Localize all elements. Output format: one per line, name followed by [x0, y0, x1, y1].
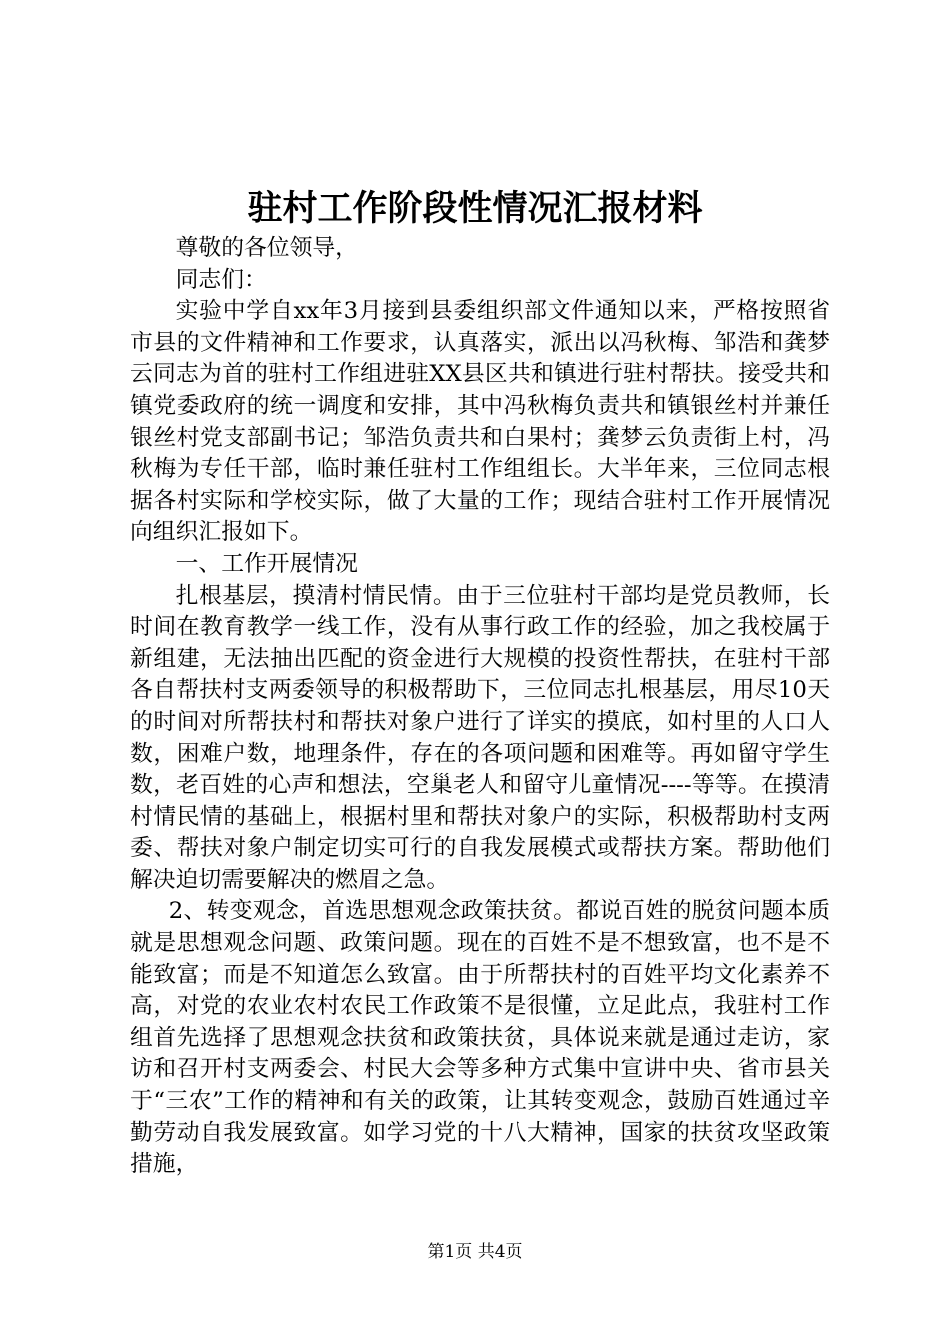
section-heading: 一、工作开展情况	[175, 550, 358, 577]
salutation-comrades: 同志们：	[175, 266, 267, 293]
intro-paragraph: 实验中学自xx年3月接到县委组织部文件通知以来，严格按照省市县的文件精神和工作要求，认真落实，派出以冯秋梅、邹浩和龚梦云同志为首的驻村工作组进驻XX县区共和镇进行驻村帮扶。接受共和镇党委政府的统一调度和安排，其中冯秋梅负责共和镇银丝村并兼任银丝村党支部副书记；邹浩负责共和白果村；龚梦云负责街上村，冯秋梅为专任干部，临时兼任驻村工作组组长。大半年来，三位同志根据各村实际和学校实际，做了大量的工作；现结合驻村工作开展情况向组织汇报如下。	[130, 298, 830, 546]
salutation: 尊敬的各位领导，	[175, 235, 358, 261]
page-footer: 第1页 共4页	[427, 1242, 523, 1262]
body-paragraph-2: 2、转变观念，首选思想观念政策扶贫。都说百姓的脱贫问题本质就是思想观念问题、政策问题。现在的百姓不是不想致富，也不是不能致富；而是不知道怎么致富。由于所帮扶村的百姓平均文化素养不高，对党的农业农村农民工作政策不是很懂，立足此点，我驻村工作组首先选择了思想观念扶贫和政策扶贫，具体说来就是通过走访，家访和召开村支两委会、村民大会等多种方式集中宣讲中央、省市县关于“三农”工作的精神和有关的政策，让其转变观念，鼓励百姓通过辛勤劳动自我发展致富。如学习党的十八大精神，国家的扶贫攻坚政策措施，	[130, 898, 830, 1178]
document-body	[130, 233, 830, 1181]
body-paragraph-1: 扎根基层，摸清村情民情。由于三位驻村干部均是党员教师，长时间在教育教学一线工作，没有从事行政工作的经验，加之我校属于新组建，无法抽出匹配的资金进行大规模的投资性帮扶，在驻村干部各自帮扶村支两委领导的积极帮助下，三位同志扎根基层，用尽10天的时间对所帮扶村和帮扶对象户进行了详实的摸底，如村里的人口人数，困难户数，地理条件，存在的各项问题和困难等。再如留守学生数，老百姓的心声和想法，空巢老人和留守儿童情况----等等。在摸清村情民情的基础上，根据村里和帮扶对象户的实际，积极帮助村支两委、帮扶对象户制定切实可行的自我发展模式或帮扶方案。帮助他们解决迫切需要解决的燃眉之急。	[130, 582, 830, 893]
document-title: 驻村工作阶段性情况汇报材料	[247, 188, 703, 229]
